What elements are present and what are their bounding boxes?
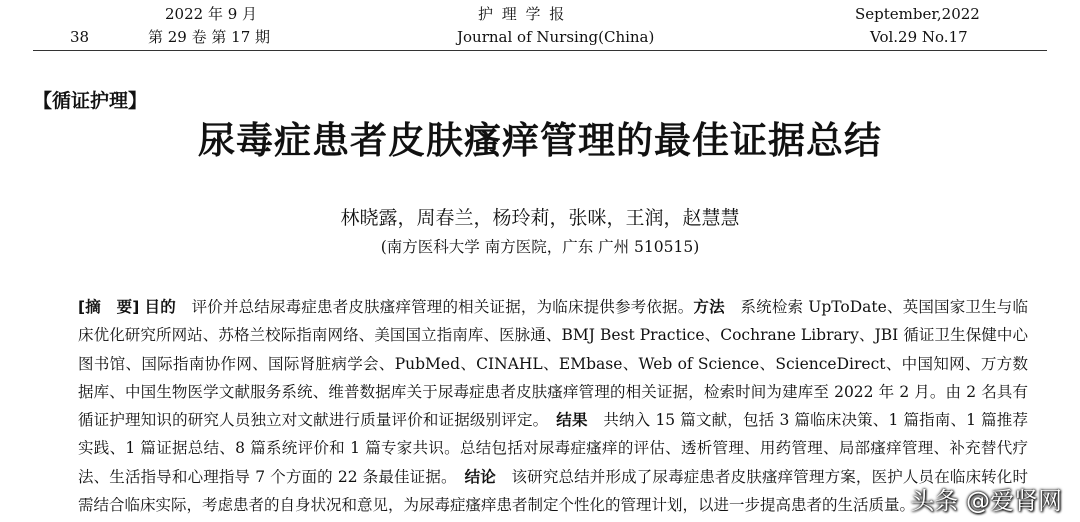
abstract-tag: [摘 要] <box>78 298 140 316</box>
methods-text: 系统检索 UpToDate、英国国家卫生与临床优化研究所网站、苏格兰校际指南网络、美国国立指南库、医脉通、BMJ Best Practice、Cochrane Library、JBI 循证卫生保健中心图书馆、国际指南协作网、国际肾脏病学会、PubMed、CINAHL、EMbase、Web of Science、ScienceDirect、中国知网、万方数据库、中国生物医学文献服务系统、维普数据库关于尿毒症患者皮肤瘙痒管理的相关证据，检索时间为建库至 2022 年 2 月。由 2 名具有循证护理知识的研究人员独立对文献进行质量评价和证据级别评定。 <box>78 298 1028 430</box>
journal-header <box>0 0 1080 52</box>
volume-issue-en: Vol.29 No.17 <box>870 28 968 46</box>
conclusion-label: 结论 <box>464 467 496 486</box>
conclusion-text: 该研究总结并形成了尿毒症患者皮肤瘙痒管理方案，医护人员在临床转化时需结合临床实际，考虑患者的自身状况和意见，为尿毒症瘙痒患者制定个性化的管理计划，以进一步提高患者的生活质量。 <box>78 467 1028 515</box>
journal-name-en: Journal of Nursing(China) <box>457 28 655 46</box>
results-label: 结果 <box>556 411 588 430</box>
objective-label: 目的 <box>144 298 176 316</box>
header-rule <box>33 50 1047 51</box>
author-list: 林晓露，周春兰，杨玲莉，张咪，王润，赵慧慧 <box>340 207 740 229</box>
article-title: 尿毒症患者皮肤瘙痒管理的最佳证据总结 <box>198 119 882 162</box>
watermark: 头条 @爱肾网 <box>910 487 1062 515</box>
page-number: 38 <box>70 28 90 46</box>
volume-issue-cn: 第 29 卷 第 17 期 <box>148 28 271 46</box>
methods-label: 方法 <box>693 298 725 316</box>
objective-text: 评价并总结尿毒症患者皮肤瘙痒管理的相关证据，为临床提供参考依据。 <box>191 298 694 316</box>
section-label: 【循证护理】 <box>33 90 148 112</box>
affiliation: (南方医科大学 南方医院，广东 广州 510515) <box>380 238 700 256</box>
issue-date-cn: 2022 年 9 月 <box>165 5 258 23</box>
journal-name-cn: 护 理 学 报 <box>478 5 567 23</box>
abstract <box>78 293 1028 519</box>
issue-date-en: September,2022 <box>855 5 980 23</box>
results-text: 共纳入 15 篇文献，包括 3 篇临床决策、1 篇指南、1 篇推荐实践、1 篇证据总结、8 篇系统评价和 1 篇专家共识。总结包括对尿毒症瘙痒的评估、透析管理、用药管理、局部瘙痒管理、补充替代疗法、生活指导和心理指导 7 个方面的 22 条最佳证据。 <box>78 411 1028 486</box>
